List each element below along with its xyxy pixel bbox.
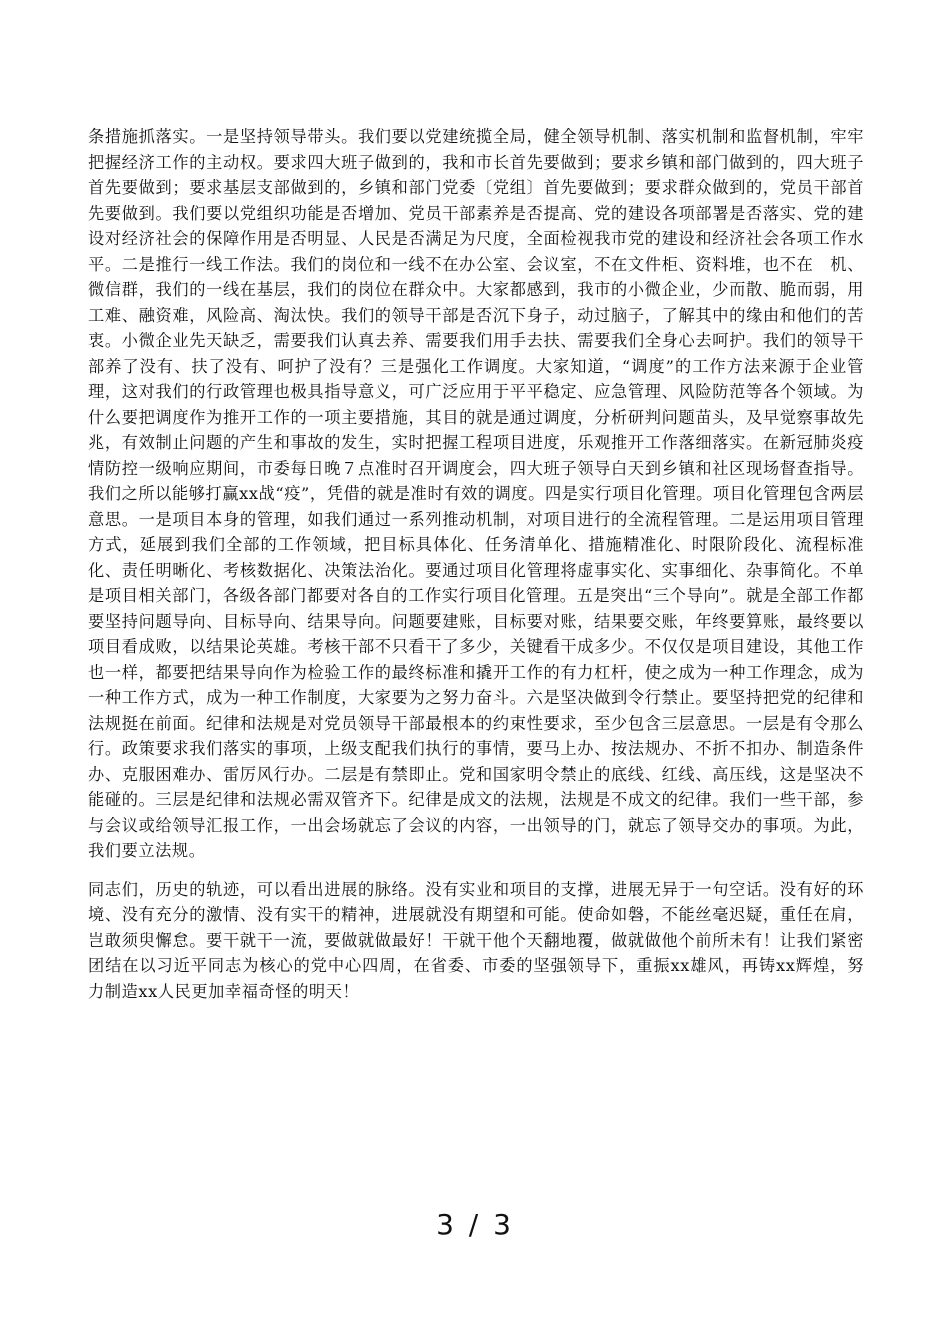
page-number: 3 / 3 xyxy=(436,1208,514,1241)
paragraph-2: 同志们，历史的轨迹，可以看出进展的脉络。没有实业和项目的支撑，进展无异于一句空话。没有好的环境、没有充分的激情、没有实干的精神，进展就没有期望和可能。使命如磐，不能丝毫迟疑，重任在肩，岂敢须臾懈怠。要干就干一流，要做就做最好！干就干他个天翻地覆，做就做他个前所未有！让我们紧密团结在以习近平同志为核心的党中心四周，在省委、市委的坚强领导下，重振xx雄风，再铸xx辉煌，努力制造xx人民更加幸福奇怪的明天！ xyxy=(88,879,864,1001)
body-text xyxy=(88,124,864,1004)
paragraph-1: 条措施抓落实。一是坚持领导带头。我们要以党建统揽全局，健全领导机制、落实机制和监督机制，牢牢把握经济工作的主动权。要求四大班子做到的，我和市长首先要做到；要求乡镇和部门做到的，四大班子首先要做到；要求基层支部做到的，乡镇和部门党委〔党组〕首先要做到；要求群众做到的，党员干部首先要做到。我们要以党组织功能是否增加、党员干部素养是否提高、党的建设各项部署是否落实、党的建设对经济社会的保障作用是否明显、人民是否满足为尺度，全面检视我市党的建设和经济社会各项工作水平。二是推行一线工作法。我们的岗位和一线不在办公室、会议室，不在文件柜、资料堆，也不在 机、微信群，我们的一线在基层，我们的岗位在群众中。大家都感到，我市的小微企业，少而散、脆而弱，用工难、融资难，风险高、淘汰快。我们的领导干部是否沉下身子，动过脑子，了解其中的缘由和他们的苦衷。小微企业先天缺乏，需要我们认真去养、需要我们用手去扶、需要我们全身心去呵护。我们的领导干部养了没有、扶了没有、呵护了没有？三是强化工作调度。大家知道，“调度”的工作方法来源于企业管理，这对我们的行政管理也极具指导意义，可广泛应用于平平稳定、应急管理、风险防范等各个领域。为什么要把调度作为推开工作的一项主要措施，其目的就是通过调度，分析研判问题苗头，及早觉察事故先兆，有效制止问题的产生和事故的发生，实时把握工程项目进度，乐观推开工作落细落实。在新冠肺炎疫情防控一级响应期间，市委每日晚７点准时召开调度会，四大班子领导白天到乡镇和社区现场督查指导。我们之所以能够打赢xx战“疫”，凭借的就是准时有效的调度。四是实行项目化管理。项目化管理包含两层意思。一是项目本身的管理，如我们通过一系列推动机制，对项目进行的全流程管理。二是运用项目管理方式，延展到我们全部的工作领域，把目标具体化、任务清单化、措施精准化、时限阶段化、流程标准化、责任明晰化、考核数据化、决策法治化。要通过项目化管理将虚事实化、实事细化、杂事简化。不单是项目相关部门，各级各部门都要对各自的工作实行项目化管理。五是突出“三个导向”。就是全部工作都要坚持问题导向、目标导向、结果导向。问题要建账，目标要对账，结果要交账，年终要算账，最终要以项目看成败，以结果论英雄。考核干部不只看干了多少，关键看干成多少。不仅仅是项目建设，其他工作也一样，都要把结果导向作为检验工作的最终标准和撬开工作的有力杠杆，使之成为一种工作理念，成为一种工作方式，成为一种工作制度，大家要为之努力奋斗。六是坚决做到令行禁止。要坚持把党的纪律和法规挺在前面。纪律和法规是对党员领导干部最根本的约束性要求，至少包含三层意思。一层是有令那么行。政策要求我们落实的事项，上级支配我们执行的事情，要马上办、按法规办、不折不扣办、制造条件办、克服困难办、雷厉风行办。二层是有禁即止。党和国家明令禁止的底线、红线、高压线，这是坚决不能碰的。三层是纪律和法规必需双管齐下。纪律是成文的法规，法规是不成文的纪律。我们一些干部，参与会议或给领导汇报工作，一出会场就忘了会议的内容，一出领导的门，就忘了领导交办的事项。为此，我们要立法规。 xyxy=(88,127,864,860)
